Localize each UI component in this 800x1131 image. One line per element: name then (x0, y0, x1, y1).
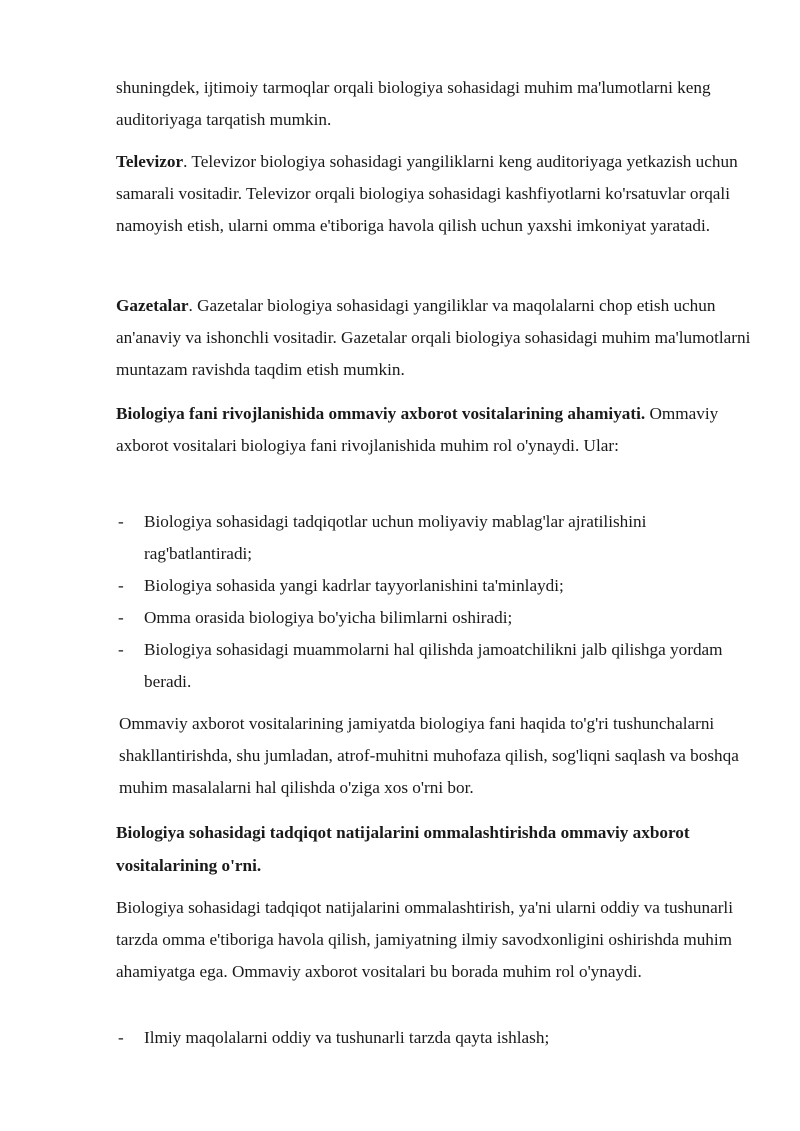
gazetalar-lead: Gazetalar (116, 296, 189, 315)
intro-text: shuningdek, ijtimoiy tarmoqlar orqali biologiya sohasidagi muhim ma'lumotlarni keng auditoriyaga tarqatish mumkin. (116, 78, 711, 129)
gazetalar-text: . Gazetalar biologiya sohasidagi yangiliklar va maqolalarni chop etish uchun an'anaviy va ishonchli vositadir. Gazetalar orqali biologiya sohasidagi muhim ma'lumotlarni muntazam ravishda taqdim etish mumkin. (116, 296, 751, 379)
televizor-text: . Televizor biologiya sohasidagi yangiliklarni keng auditoriyaga yetkazish uchun samarali vositadir. Televizor orqali biologiya sohasidagi kashfiyotlarni ko'rsatuvlar orqali namoyish etish, ularni omma e'tiboriga havola qilish uchun yaxshi imkoniyat yaratadi. (116, 152, 738, 235)
list-item-text: Biologiya sohasidagi muammolarni hal qilishda jamoatchilikni jalb qilishga yordam beradi. (144, 640, 723, 691)
list-item-text: Biologiya sohasidagi tadqiqotlar uchun moliyaviy mablag'lar ajratilishini rag'batlantiradi; (144, 512, 647, 563)
list-item (116, 1022, 756, 1054)
televizor-lead: Televizor (116, 152, 184, 171)
section1-paragraph (116, 398, 756, 462)
section1-conclusion-text: Ommaviy axborot vositalarining jamiyatda biologiya fani haqida to'g'ri tushunchalarni shakllantirishda, shu jumladan, atrof-muhitni muhofaza qilish, sog'liqni saqlash va boshqa muhim masalalarni hal qilishda o'ziga xos o'rni bor. (119, 714, 739, 797)
list-item-text: Omma orasida biologiya bo'yicha bilimlarni oshiradi; (144, 608, 513, 627)
section2-bullet-list (116, 1022, 756, 1054)
televizor-paragraph (116, 146, 756, 242)
list-item (116, 602, 756, 634)
bullet-dash: - (118, 608, 124, 627)
list-item (116, 634, 756, 698)
section1-text: Ommaviy axborot vositalari biologiya fani rivojlanishida muhim rol o'ynaydi. Ular: (116, 404, 719, 455)
section1-conclusion (119, 708, 749, 804)
section1-heading: Biologiya fani rivojlanishida ommaviy axborot vositalarining ahamiyati. (116, 404, 646, 423)
intro-paragraph (116, 72, 756, 136)
gazetalar-paragraph (116, 290, 756, 386)
section2-paragraph (116, 892, 756, 988)
list-item (116, 506, 756, 570)
bullet-dash: - (118, 1028, 124, 1047)
section1-bullet-list (116, 506, 756, 698)
section2-heading-block (116, 816, 756, 882)
list-item-text: Biologiya sohasida yangi kadrlar tayyorlanishini ta'minlaydi; (144, 576, 564, 595)
bullet-dash: - (118, 512, 124, 531)
bullet-dash: - (118, 640, 124, 659)
section2-text: Biologiya sohasidagi tadqiqot natijalarini ommalashtirish, ya'ni ularni oddiy va tushunarli tarzda omma e'tiboriga havola qilish, jamiyatning ilmiy savodxonligini oshirishda muhim ahamiyatga ega. Ommaviy axborot vositalari bu borada muhim rol o'ynaydi. (116, 898, 733, 981)
list-item-text: Ilmiy maqolalarni oddiy va tushunarli tarzda qayta ishlash; (144, 1028, 550, 1047)
list-item (116, 570, 756, 602)
section2-heading: Biologiya sohasidagi tadqiqot natijalarini ommalashtirishda ommaviy axborot vositalarining o'rni. (116, 823, 690, 875)
bullet-dash: - (118, 576, 124, 595)
